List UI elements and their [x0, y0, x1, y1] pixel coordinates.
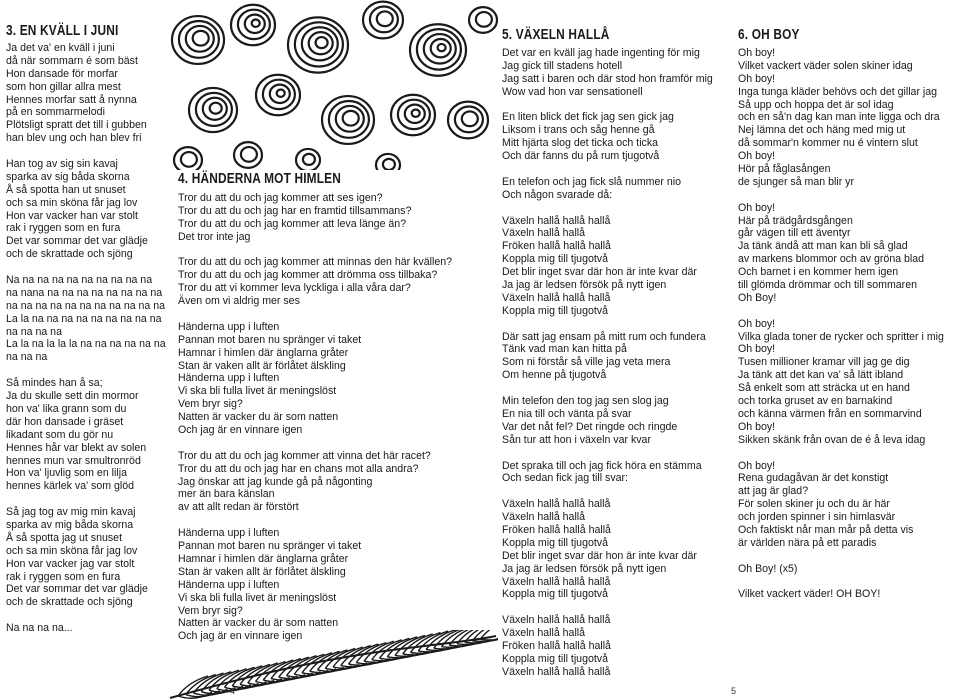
- lyric-line: Tror du att du och jag har en framtid tillsammans?: [178, 204, 412, 217]
- lyric-line: Det tror inte jag: [178, 230, 251, 243]
- lyric-line: Oh Boy!: [738, 291, 777, 304]
- lyric-line: Å så spotta han ut snuset: [6, 183, 126, 196]
- lyric-line: Sån tur att hon i växeln var kvar: [502, 433, 651, 446]
- stanza-break: [738, 305, 958, 318]
- song-column-1: [6, 0, 166, 635]
- lyric-line: Vi ska bli fulla livet är meningslöst: [178, 591, 337, 604]
- lyric-line: Tror du att du och jag kommer att vinna det här racet?: [178, 449, 431, 462]
- lyric-line: Växeln hallå hallå hallå: [502, 665, 611, 678]
- lyric-line: Tusen millioner kramar vill jag ge dig: [738, 356, 910, 369]
- lyric-line: Ja tänk att det kan va' så lätt ibland: [738, 369, 904, 382]
- lyric-line: Oh boy!: [738, 201, 776, 214]
- lyric-line: Händerna upp i luften: [178, 320, 280, 333]
- lyric-line: Växeln hallå hallå: [502, 227, 586, 240]
- lyric-line: Det spraka till och jag fick höra en stämma: [502, 459, 702, 472]
- lyric-line: Och någon svarade då:: [502, 188, 613, 201]
- stanza-break: [502, 318, 734, 331]
- song-column-3: [502, 0, 734, 679]
- lyric-line: Stan är vaken allt är förlåtet älskling: [178, 359, 346, 372]
- lyric-line: mer än bara känslan: [178, 488, 275, 501]
- lyric-line: till glömda drömmar och till sommaren: [738, 279, 917, 292]
- song-column-2: [178, 0, 498, 643]
- lyric-line: Och där fanns du på rum tjugotvå: [502, 150, 660, 163]
- lyric-line: som hon gillar allra mest: [6, 80, 121, 93]
- lyric-line: Sikken skänk från ovan de é å leva idag: [738, 433, 926, 446]
- lyric-line: Vilket vackert väder! OH BOY!: [738, 588, 881, 601]
- lyric-line: rak i ryggen som en fura: [6, 222, 121, 235]
- lyric-line: Och jag är en vinnare igen: [178, 424, 303, 437]
- lyric-line: Tror du att du och jag kommer att drömma oss tillbaka?: [178, 269, 438, 282]
- lyric-line: Na na na na na na na na na na: [6, 274, 153, 287]
- lyric-line: Och jag är en vinnare igen: [178, 630, 303, 643]
- lyric-line: Nej lämna det och häng med mig ut: [738, 124, 906, 137]
- lyric-line: Ja det va' en kväll i juni: [6, 42, 115, 54]
- lyric-line: Och faktiskt når man mår på detta vis: [738, 523, 914, 536]
- lyric-line: Inga tunga kläder behövs och det gillar jag: [738, 85, 938, 98]
- lyric-line: Vilka glada toner de rycker och spritter i mig: [738, 330, 944, 343]
- stanza-break: [738, 576, 958, 589]
- lyric-line: Hamnar i himlen där änglarna gråter: [178, 552, 349, 565]
- lyric-line: na na na: [6, 351, 48, 364]
- lyric-line: Na na na na...: [6, 622, 73, 635]
- lyric-line: Mitt hjärta slog det ticka och ticka: [502, 137, 659, 150]
- page-number-right: 5: [731, 686, 737, 696]
- lyric-line: na na na na: [6, 325, 62, 338]
- lyric-line: Oh boy!: [738, 150, 776, 163]
- song-title: 5. VÄXELN HALLÅ: [502, 27, 610, 43]
- lyric-line: Liksom i trans och såg henne gå: [502, 124, 655, 137]
- lyric-line: Pannan mot baren nu spränger vi taket: [178, 333, 362, 346]
- lyric-line: Växeln hallå hallå hallå: [502, 575, 611, 588]
- lyric-line: Här på trädgårdsgången: [738, 214, 853, 227]
- stanza-break: [6, 493, 166, 506]
- lyric-line: och känna värmen från en sommarvind: [738, 407, 922, 420]
- lyric-line: Koppla mig till tjugotvå: [502, 588, 608, 601]
- stanza-break: [178, 437, 498, 450]
- lyric-line: Koppla mig till tjugotvå: [502, 304, 608, 317]
- lyric-line: För solen skiner ju och du är här: [738, 498, 890, 511]
- lyric-line: Tänk vad man kan hitta på: [502, 343, 627, 356]
- lyric-line: Växeln hallå hallå hallå: [502, 614, 611, 627]
- lyric-line: Plötsligt spratt det till i gubben: [6, 119, 147, 132]
- lyric-line: Wow vad hon var sensationell: [502, 85, 643, 98]
- lyric-line: och jorden spinner i sin himlasvär: [738, 511, 896, 524]
- stanza-break: [738, 447, 958, 460]
- lyric-line: Så mindes han å sa;: [6, 377, 103, 390]
- lyric-line: Ja tänk ändå att man kan bli så glad: [738, 240, 908, 253]
- song-lyrics: [178, 192, 498, 643]
- song-lyrics: [502, 47, 734, 679]
- lyric-line: Hennes morfar satt å nynna: [6, 93, 137, 106]
- lyric-line: Tror du att du och jag kommer att minnas den här kvällen?: [178, 256, 453, 269]
- song-title: 6. OH BOY: [738, 27, 800, 43]
- lyric-line: hon va' lika grann som du: [6, 402, 127, 415]
- lyric-line: La la na na na na na na na na na: [6, 312, 162, 325]
- lyric-line: Oh boy!: [738, 47, 776, 59]
- lyric-line: sparka av mig båda skorna: [6, 518, 134, 531]
- lyric-line: Tror du att du och jag kommer att ses igen?: [178, 192, 383, 204]
- lyric-line: Ja jag är ledsen försök på nytt igen: [502, 562, 667, 575]
- lyric-line: Ja du skulle sett din mormor: [6, 390, 139, 403]
- lyric-line: Å så spotta jag ut snuset: [6, 531, 123, 544]
- lyric-line: Oh Boy! (x5): [738, 562, 798, 575]
- lyric-line: La la na la la la na na na na na na: [6, 338, 166, 351]
- lyric-line: och sa min sköna får jag lov: [6, 544, 138, 557]
- lyric-line: Händerna upp i luften: [178, 527, 280, 540]
- lyric-line: Koppla mig till tjugotvå: [502, 536, 608, 549]
- lyric-line: och torka gruset av en barnakind: [738, 395, 893, 408]
- lyric-line: är världen nära på ett paradis: [738, 536, 877, 549]
- lyric-line: Oh boy!: [738, 420, 776, 433]
- stanza-break: [6, 609, 166, 622]
- stanza-break: [178, 308, 498, 321]
- lyric-line: Ja jag är ledsen försök på nytt igen: [502, 279, 667, 292]
- lyric-line: Hon var vacker han var stolt: [6, 209, 138, 222]
- lyric-line: Hamnar i himlen där änglarna gråter: [178, 346, 349, 359]
- lyric-line: Tror du att du och jag kommer att leva länge än?: [178, 217, 407, 230]
- lyric-line: Växeln hallå hallå: [502, 627, 586, 640]
- stanza-break: [738, 189, 958, 202]
- lyric-line: och de skrattade och sjöng: [6, 248, 133, 261]
- lyric-line: En telefon och jag fick slå nummer nio: [502, 175, 682, 188]
- stanza-break: [6, 261, 166, 274]
- stanza-break: [502, 202, 734, 215]
- stanza-break: [6, 364, 166, 377]
- lyric-line: Växeln hallå hallå hallå: [502, 214, 611, 227]
- lyric-line: går vägen till ett äventyr: [738, 227, 851, 240]
- lyric-line: Hon va' ljuvlig som en lilja: [6, 467, 127, 480]
- song-column-4: [738, 0, 958, 601]
- song-lyrics: [6, 42, 166, 635]
- lyric-line: Oh boy!: [738, 72, 776, 85]
- lyric-line: Som ni förstår så ville jag veta mera: [502, 356, 671, 369]
- lyric-line: Oh boy!: [738, 343, 776, 356]
- lyric-line: na na na na na na na na na na na: [6, 299, 166, 312]
- lyric-line: Vilket vackert väder solen skiner idag: [738, 59, 913, 72]
- lyric-line: Händerna upp i luften: [178, 578, 280, 591]
- lyric-line: Fröken hallå hallå hallå: [502, 523, 611, 536]
- lyric-line: Om henne på tjugotvå: [502, 369, 607, 382]
- lyric-line: Händerna upp i luften: [178, 372, 280, 385]
- song-lyrics: [738, 47, 958, 601]
- lyric-line: då sommar'n kommer nu é vintern slut: [738, 137, 918, 150]
- lyric-line: av att allt redan är förstört: [178, 501, 299, 514]
- lyric-line: Hennes hår var blekt av solen: [6, 441, 147, 454]
- lyric-line: han blev ung och han blev fri: [6, 132, 142, 145]
- lyric-line: Växeln hallå hallå hallå: [502, 498, 611, 511]
- lyric-line: Pannan mot baren nu spränger vi taket: [178, 540, 362, 553]
- lyric-line: Rena gudagåvan är det konstigt: [738, 472, 889, 485]
- lyric-line: Hon var vacker jag var stolt: [6, 557, 135, 570]
- lyric-line: Hon dansade för morfar: [6, 67, 118, 80]
- lyric-line: Det var sommar det var glädje: [6, 235, 148, 248]
- lyric-line: Fröken hallå hallå hallå: [502, 240, 611, 253]
- lyric-line: Även om vi aldrig mer ses: [178, 295, 300, 308]
- lyric-line: Där satt jag ensam på mitt rum och fundera: [502, 330, 706, 343]
- lyric-line: Natten är vacker du är som natten: [178, 617, 339, 630]
- lyric-line: Fröken hallå hallå hallå: [502, 639, 611, 652]
- lyric-line: Tror du att du och jag har en chans mot alla andra?: [178, 462, 419, 475]
- song-title: 4. HÄNDERNA MOT HIMLEN: [178, 171, 342, 187]
- page-number-left: 4: [230, 686, 236, 696]
- lyric-line: En liten blick det fick jag sen gick jag: [502, 111, 674, 124]
- lyric-line: Stan är vaken allt är förlåtet älskling: [178, 565, 346, 578]
- lyric-line: Så jag tog av mig min kavaj: [6, 506, 136, 519]
- lyric-line: av markens blommor och av gröna blad: [738, 253, 925, 266]
- stanza-break: [6, 145, 166, 158]
- lyric-line: Så enkelt som att sträcka ut en hand: [738, 382, 910, 395]
- lyric-line: Tror du att vi kommer leva lyckliga i alla våra dar?: [178, 282, 411, 295]
- lyric-line: Hör på fåglasången: [738, 163, 831, 176]
- stanza-break: [178, 244, 498, 257]
- lyric-line: Vi ska bli fulla livet är meningslöst: [178, 385, 337, 398]
- lyric-line: hennes kärlek va' som glöd: [6, 480, 135, 493]
- lyric-line: Det var en kväll jag hade ingenting för mig: [502, 47, 700, 59]
- lyric-line: Så upp och hoppa det är sol idag: [738, 98, 894, 111]
- stanza-break: [502, 163, 734, 176]
- lyric-line: Han tog av sig sin kavaj: [6, 158, 118, 171]
- lyric-line: Det var sommar det var glädje: [6, 583, 148, 596]
- lyric-line: na nana na na na na na na na na: [6, 286, 163, 299]
- lyric-line: Växeln hallå hallå hallå: [502, 291, 611, 304]
- lyric-line: de sjunger så man blir yr: [738, 175, 854, 188]
- lyric-line: Jag satt i baren och där stod hon framför mig: [502, 72, 713, 85]
- lyric-line: Det blir inget svar där hon är inte kvar där: [502, 266, 697, 279]
- stanza-break: [502, 382, 734, 395]
- lyric-line: Vem bryr sig?: [178, 398, 243, 411]
- lyric-line: Min telefon den tog jag sen slog jag: [502, 395, 669, 408]
- stanza-break: [502, 601, 734, 614]
- lyric-line: då när sommarn é som bäst: [6, 54, 138, 67]
- lyric-line: Natten är vacker du är som natten: [178, 411, 339, 424]
- lyric-line: och en så'n dag kan man inte ligga och dra: [738, 111, 940, 124]
- stanza-break: [738, 550, 958, 563]
- lyric-line: Vem bryr sig?: [178, 604, 243, 617]
- stanza-break: [502, 447, 734, 460]
- lyric-line: Jag önskar att jag kunde gå på någonting: [178, 475, 373, 488]
- lyric-line: En nia till och vänta på svar: [502, 407, 632, 420]
- lyric-line: likadant som du gör nu: [6, 428, 114, 441]
- lyric-line: Koppla mig till tjugotvå: [502, 652, 608, 665]
- lyric-line: Och barnet i en kommer hem igen: [738, 266, 899, 279]
- lyric-line: Oh boy!: [738, 317, 776, 330]
- stanza-break: [502, 99, 734, 112]
- song-title: 3. EN KVÄLL I JUNI: [6, 23, 119, 39]
- lyric-line: på en sommarmelodi: [6, 106, 105, 119]
- lyric-line: rak i ryggen som en fura: [6, 570, 121, 583]
- lyric-line: och sa min sköna får jag lov: [6, 196, 138, 209]
- lyric-line: Var det nåt fel? Det ringde och ringde: [502, 420, 678, 433]
- lyric-line: sparka av sig båda skorna: [6, 170, 130, 183]
- lyric-line: och de skrattade och sjöng: [6, 596, 133, 609]
- lyric-line: hennes mun var smultronröd: [6, 454, 141, 467]
- stanza-break: [178, 514, 498, 527]
- lyric-line: Oh boy!: [738, 459, 776, 472]
- lyric-line: Jag gick till stadens hotell: [502, 59, 623, 72]
- lyric-line: Det blir inget svar där hon är inte kvar där: [502, 549, 697, 562]
- lyric-line: att jag är glad?: [738, 485, 809, 498]
- stanza-break: [502, 485, 734, 498]
- lyric-line: Och sedan fick jag till svar:: [502, 472, 628, 485]
- lyric-line: Koppla mig till tjugotvå: [502, 253, 608, 266]
- lyric-line: där hon dansade i gräset: [6, 415, 124, 428]
- lyric-line: Växeln hallå hallå: [502, 511, 586, 524]
